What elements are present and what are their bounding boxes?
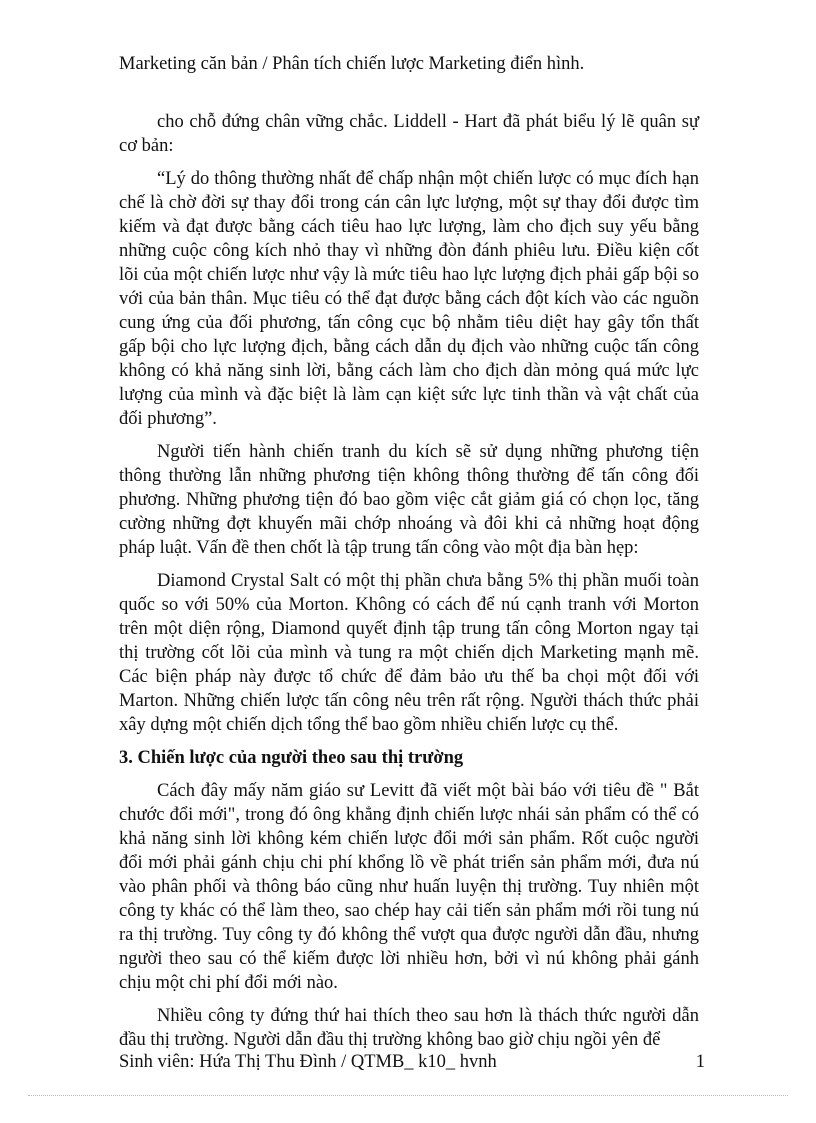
page-bottom-divider: [28, 1095, 788, 1096]
page-header: Marketing căn bản / Phân tích chiến lược Marketing điển hình.: [119, 54, 585, 74]
paragraph-quote: “Lý do thông thường nhất để chấp nhận một chiến lược có mục đích hạn chế là chờ đời sự thay đổi trong cán cân lực lượng, một sự thay đổi được tìm kiếm và đạt được bằng cách tiêu hao lực lượng, làm cho địch suy yếu bằng những cuộc công kích nhỏ thay vì những đòn đánh phiêu lưu. Điều kiện cốt lõi của một chiến lược như vậy là mức tiêu hao lực lượng địch phải gấp bội so với của bản thân. Mục tiêu có thể đạt được bằng cách đột kích vào các nguồn cung ứng của đối phương, tấn công cục bộ nhằm tiêu diệt hay gây tổn thất gấp bội cho lực lượng địch, bằng cách dẫn dụ địch vào những cuộc tấn công không có khả năng sinh lời, bằng cách làm cho địch dàn mỏng quá mức lực lượng của mình và đặc biệt là làm cạn kiệt sức lực tinh thần và vật chất của đối phương”.: [119, 169, 699, 429]
page-footer: [119, 1050, 705, 1074]
section-heading: 3. Chiến lược của người theo sau thị trường: [119, 748, 464, 768]
paragraph-levitt: Cách đây mấy năm giáo sư Levitt đã viết một bài báo với tiêu đề " Bắt chước đổi mới", trong đó ông khẳng định chiến lược nhái sản phẩm có thể có khả năng sinh lời không kém chiến lược đổi mới sản phẩm. Rốt cuộc người đổi mới phải gánh chịu chi phí khổng lồ về phát triển sản phẩm mới, đưa nú vào phân phối và thông báo cũng như huấn luyện thị trường. Tuy nhiên một công ty khác có thể làm theo, sao chép hay cải tiến sản phẩm mới rồi tung nú ra thị trường. Tuy công ty đó không thể vượt qua được người dẫn đầu, nhưng người theo sau có thể kiếm được lời nhiều hơn, bởi vì nú không phải gánh chịu một chi phí đổi mới nào.: [119, 781, 699, 993]
paragraph-guerrilla: Người tiến hành chiến tranh du kích sẽ sử dụng những phương tiện thông thường lẫn những phương tiện không thông thường để tấn công đối phương. Những phương tiện đó bao gồm việc cắt giảm giá có chọn lọc, tăng cường những đợt khuyến mãi chớp nhoáng và đôi khi cả những hoạt động pháp luật. Vấn đề then chốt là tập trung tấn công vào một địa bàn hẹp:: [119, 442, 699, 558]
document-body: [119, 110, 699, 1061]
page-number: 1: [695, 1052, 705, 1072]
paragraph-continuation: cho chỗ đứng chân vững chắc. Liddell - Hart đã phát biểu lý lẽ quân sự cơ bản:: [119, 112, 699, 156]
footer-author: Sinh viên: Hứa Thị Thu Đình / QTMB_ k10_ hvnh: [119, 1052, 497, 1072]
paragraph-followers: Nhiều công ty đứng thứ hai thích theo sau hơn là thách thức người dẫn đầu thị trường. Người dẫn đầu thị trường không bao giờ chịu ngồi yên để: [119, 1006, 699, 1050]
paragraph-diamond-example: Diamond Crystal Salt có một thị phần chưa bằng 5% thị phần muối toàn quốc so với 50% của Morton. Không có cách để nú cạnh tranh với Morton trên một diện rộng, Diamond quyết định tập trung tấn công Morton ngay tại thị trường cốt lõi của mình và tung ra một chiến dịch Marketing mạnh mẽ. Các biện pháp này được tổ chức để đảm bảo ưu thế ba chọi một đối với Marton. Những chiến lược tấn công nêu trên rất rộng. Người thách thức phải xây dựng một chiến dịch tổng thể bao gồm nhiều chiến lược cụ thể.: [119, 571, 699, 735]
